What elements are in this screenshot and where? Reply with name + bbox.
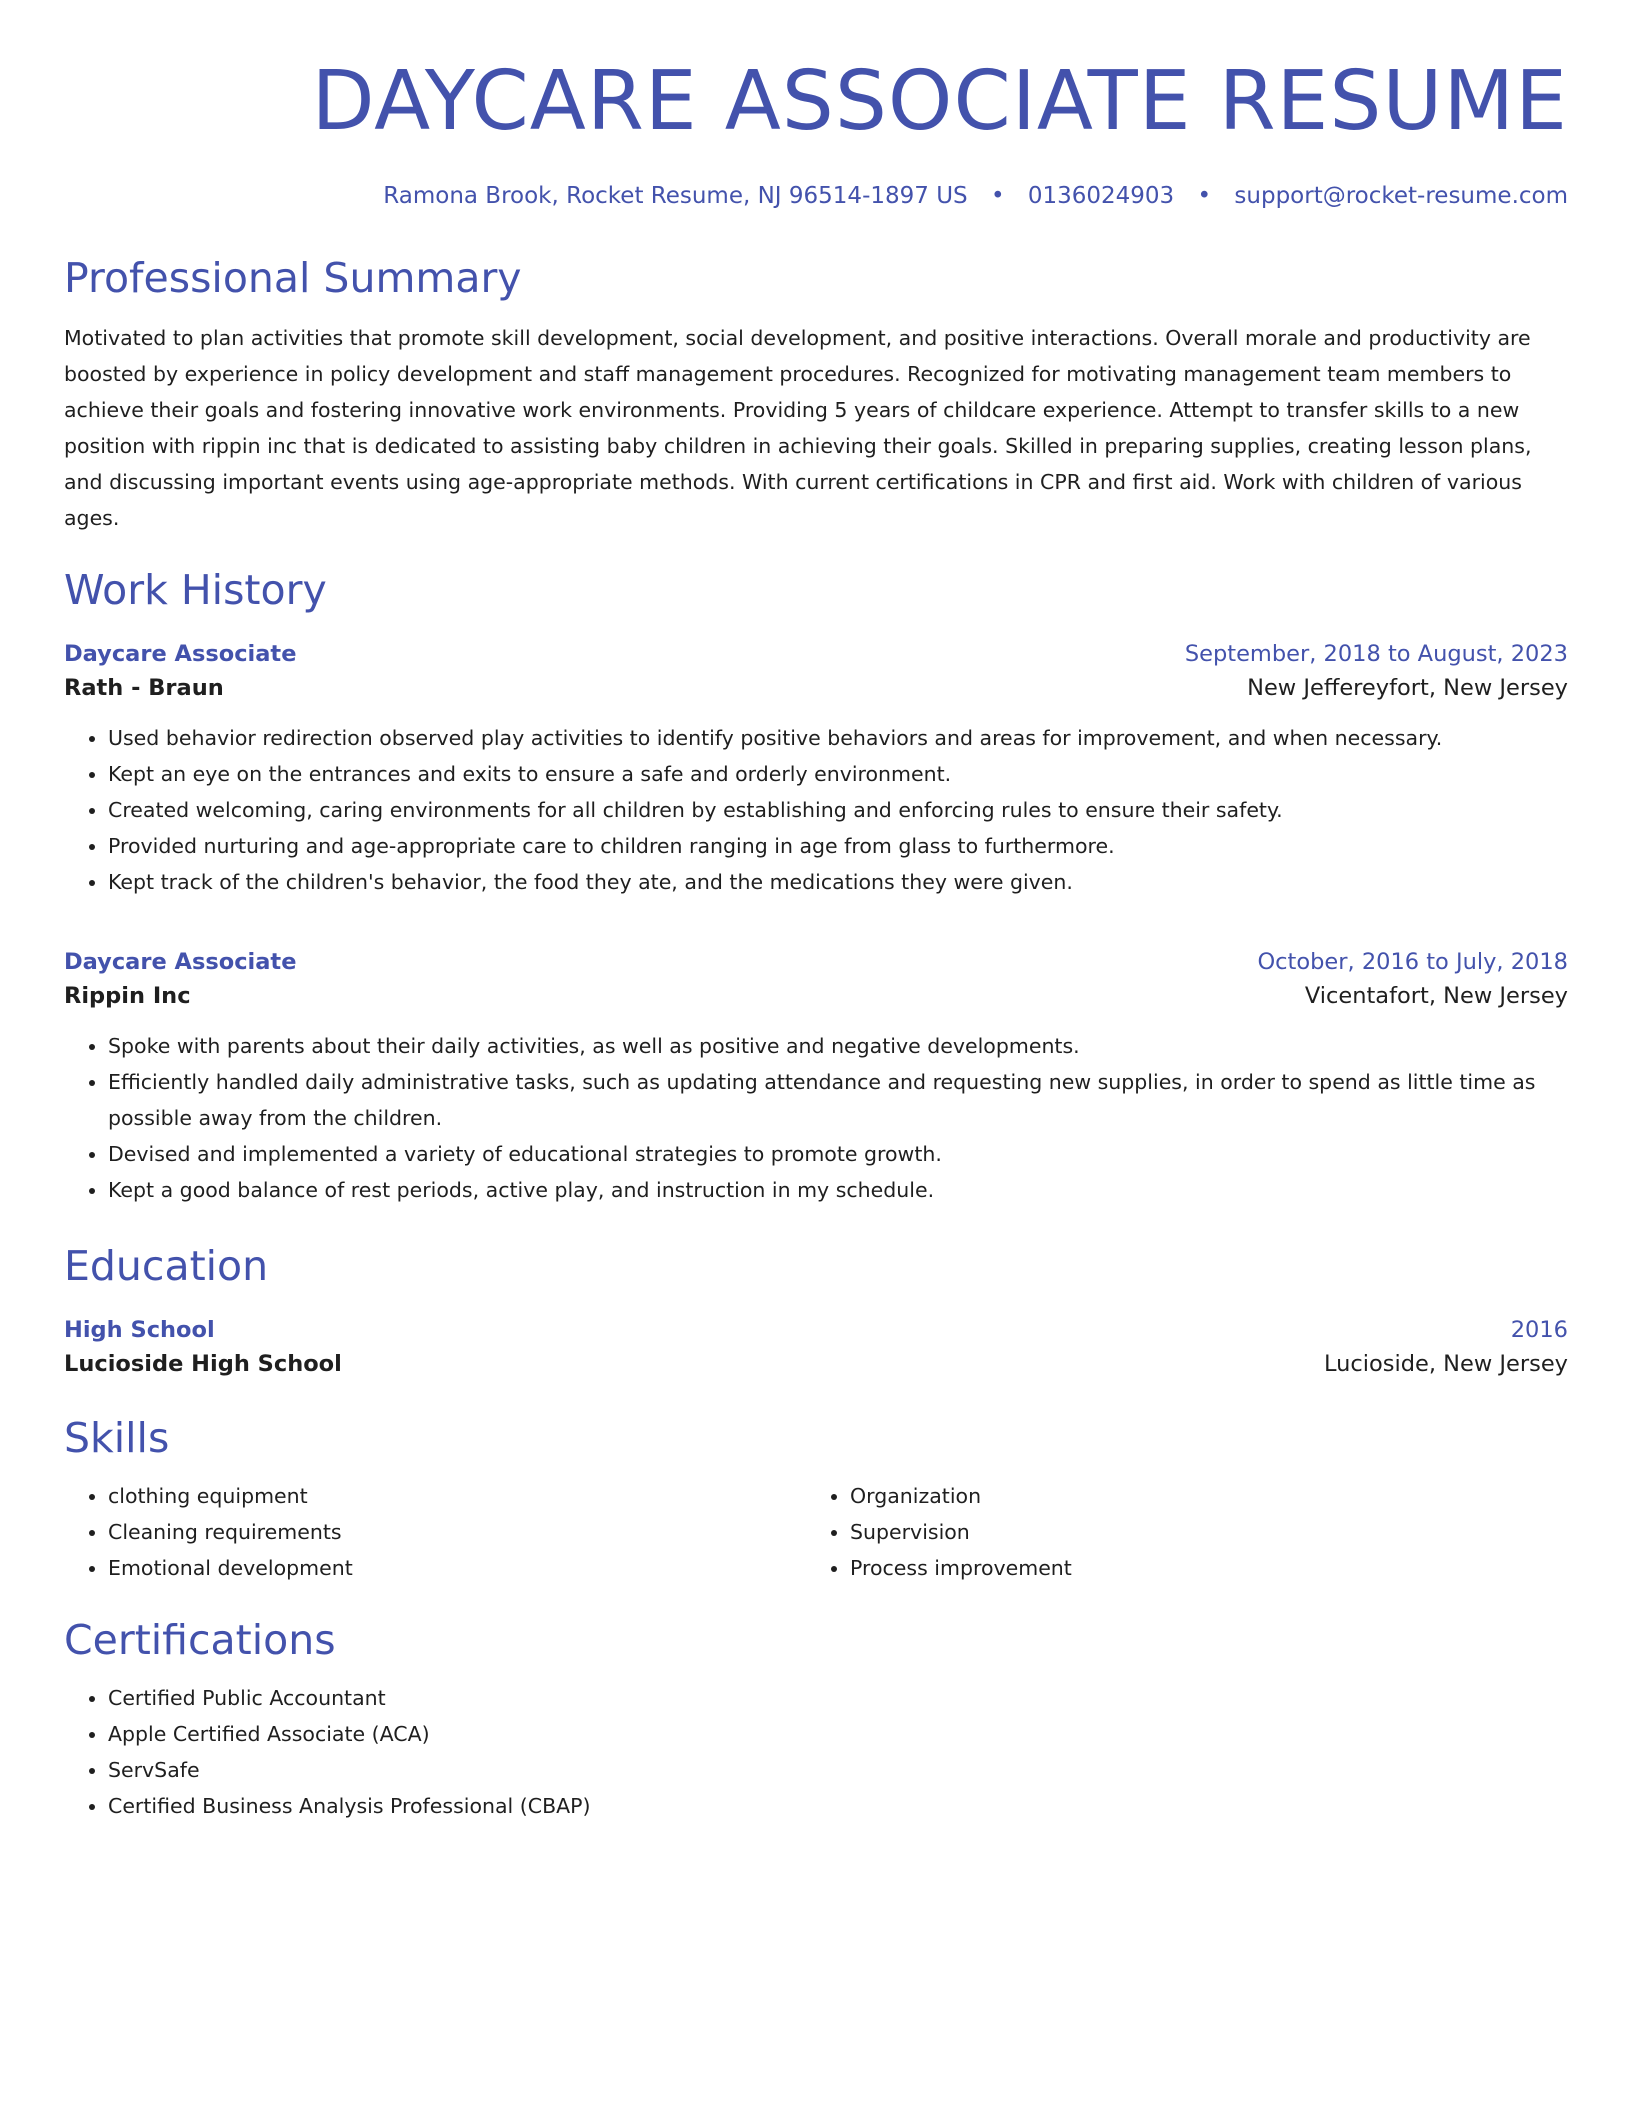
summary-text: Motivated to plan activities that promote skill development, social development, and positive interactions. Overall morale and productivity are boosted by experience in policy development and staff management procedures. Recognized for motivating management team members to achieve their goals and fostering innovative work environments. Providing 5 years of childcare experience. Attempt to transfer skills to a new position with rippin inc that is dedicated to assisting baby children in achieving their goals. Skilled in preparing supplies, creating lesson plans, and discussing important events using age-appropriate methods. With current certifications in CPR and first aid. Work with children of various ages. [64,326,1532,530]
certification-item: • Certified Public Accountant [108,1680,1568,1716]
job-bullet: • Spoke with parents about their daily activities, as well as positive and negative developments. [108,1028,1568,1064]
job-company: Rath - Braun [64,675,224,701]
skill-item: • Emotional development [108,1550,806,1586]
work-history-heading: Work History [64,566,327,614]
skills-heading: Skills [64,1414,170,1462]
education-entry [64,1314,1568,1382]
job-bullets [64,720,1568,900]
job-bullets [64,1028,1568,1208]
job-dates: October, 2016 to July, 2018 [1257,949,1568,975]
summary-heading: Professional Summary [64,254,522,302]
contact-phone: 0136024903 [1027,183,1175,209]
contact-line [64,180,1568,212]
job-role: Daycare Associate [64,641,297,667]
certifications-list [64,1680,1568,1824]
job-company: Rippin Inc [64,983,191,1009]
job-role: Daycare Associate [64,949,297,975]
job-location: Vicentafort, New Jersey [1304,983,1568,1009]
education-location: Lucioside, New Jersey [1323,1351,1568,1377]
certification-item: • Apple Certified Associate (ACA) [108,1716,1568,1752]
contact-separator: • [1197,183,1212,209]
job-bullet: • Kept an eye on the entrances and exits to ensure a safe and orderly environment. [108,756,1568,792]
skill-item: • Process improvement [850,1550,1548,1586]
job-bullet: • Used behavior redirection observed play activities to identify positive behaviors and areas for improvement, and when necessary. [108,720,1568,756]
skill-item: • Supervision [850,1514,1548,1550]
certification-item: • Certified Business Analysis Professional (CBAP) [108,1788,1568,1824]
job-bullet: • Provided nurturing and age-appropriate care to children ranging in age from glass to furthermore. [108,828,1568,864]
education-heading: Education [64,1242,269,1290]
job-bullet: • Efficiently handled daily administrative tasks, such as updating attendance and requesting new supplies, in order to spend as little time as possible away from the children. [108,1064,1568,1136]
resume-title: DAYCARE ASSOCIATE RESUME [311,54,1568,149]
job-bullet: • Created welcoming, caring environments for all children by establishing and enforcing rules to ensure their safety. [108,792,1568,828]
skill-item: • Organization [850,1478,1548,1514]
contact-address: Ramona Brook, Rocket Resume, NJ 96514-1897 US [383,183,968,209]
job-entry [64,946,1568,1208]
skill-item: • Cleaning requirements [108,1514,806,1550]
education-school: Lucioside High School [64,1351,342,1377]
certifications-heading: Certifications [64,1616,336,1664]
job-entry [64,638,1568,900]
skills-column-right [806,1478,1548,1586]
skill-item: • clothing equipment [108,1478,806,1514]
education-degree: High School [64,1317,215,1343]
skills-grid [64,1478,1568,1586]
education-year: 2016 [1510,1317,1568,1343]
job-bullet: • Kept track of the children's behavior, the food they ate, and the medications they were given. [108,864,1568,900]
resume-page [64,0,1568,1824]
certification-item: • ServSafe [108,1752,1568,1788]
job-location: New Jeffereyfort, New Jersey [1247,675,1568,701]
job-bullet: • Devised and implemented a variety of educational strategies to promote growth. [108,1136,1568,1172]
job-bullet: • Kept a good balance of rest periods, active play, and instruction in my schedule. [108,1172,1568,1208]
job-dates: September, 2018 to August, 2023 [1184,641,1568,667]
resume-header [64,0,1568,212]
skills-column-left [64,1478,806,1586]
contact-separator: • [990,183,1005,209]
contact-email: support@rocket-resume.com [1234,183,1568,209]
